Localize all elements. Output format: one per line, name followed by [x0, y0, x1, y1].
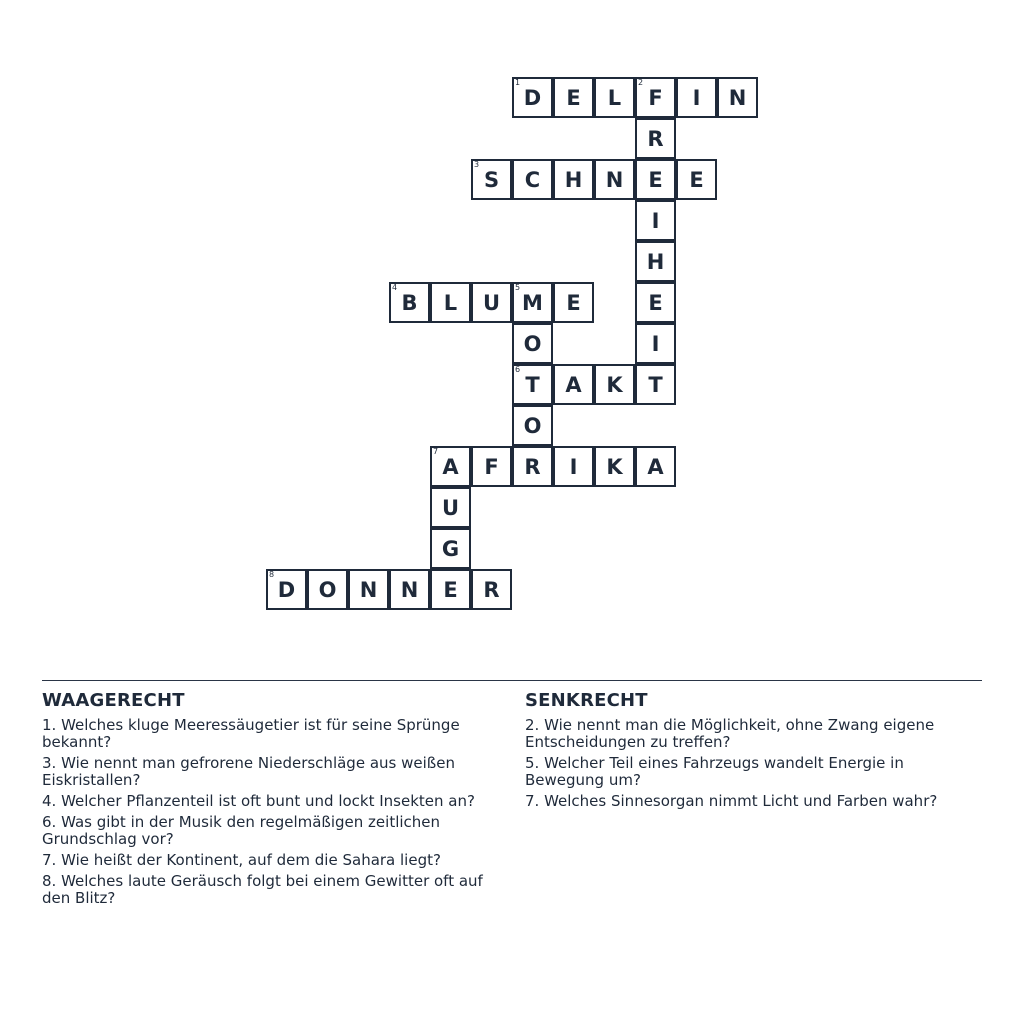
- grid-cell[interactable]: [594, 446, 635, 487]
- grid-cell[interactable]: [471, 159, 512, 200]
- grid-cell[interactable]: [553, 77, 594, 118]
- cell-letter: R: [524, 454, 541, 479]
- grid-cell[interactable]: [635, 118, 676, 159]
- grid-cell[interactable]: [389, 282, 430, 323]
- grid-cell[interactable]: [430, 528, 471, 569]
- cell-letter: A: [565, 372, 582, 397]
- grid-cell[interactable]: [635, 446, 676, 487]
- grid-cell[interactable]: [553, 446, 594, 487]
- grid-cell[interactable]: [430, 487, 471, 528]
- grid-cell[interactable]: [512, 282, 553, 323]
- grid-cell[interactable]: [553, 282, 594, 323]
- down-clue: 7. Welches Sinnesorgan nimmt Licht und Farben wahr?: [525, 792, 938, 810]
- grid-cell[interactable]: [512, 159, 553, 200]
- grid-cell[interactable]: [471, 446, 512, 487]
- cell-letter: K: [606, 372, 623, 397]
- cell-letter: H: [646, 249, 665, 274]
- grid-cell[interactable]: [512, 323, 553, 364]
- cell-letter: E: [689, 167, 704, 192]
- cell-letter: E: [443, 577, 458, 602]
- cell-letter: A: [647, 454, 664, 479]
- clue-number: 3: [474, 160, 480, 169]
- grid-cell[interactable]: [389, 569, 430, 610]
- cell-letter: E: [648, 290, 663, 315]
- clue-number: 5: [515, 283, 521, 292]
- across-clue: 7. Wie heißt der Kontinent, auf dem die Sahara liegt?: [42, 851, 441, 869]
- cell-letter: I: [651, 208, 660, 233]
- cell-letter: S: [483, 167, 500, 192]
- grid-cell[interactable]: [512, 77, 553, 118]
- cell-letter: R: [483, 577, 500, 602]
- cell-letter: N: [605, 167, 624, 192]
- clue-number: 4: [392, 283, 398, 292]
- cell-letter: U: [482, 290, 501, 315]
- across-heading: WAAGERECHT: [42, 690, 185, 711]
- grid-cell[interactable]: [635, 364, 676, 405]
- across-clue: 4. Welcher Pflanzenteil ist oft bunt und lockt Insekten an?: [42, 792, 475, 810]
- grid-cell[interactable]: [512, 405, 553, 446]
- cell-letter: M: [522, 290, 543, 315]
- grid-cell[interactable]: [676, 159, 717, 200]
- grid-cell[interactable]: [717, 77, 758, 118]
- cell-letter: U: [441, 495, 460, 520]
- grid-cell[interactable]: [594, 364, 635, 405]
- cell-letter: L: [443, 290, 458, 315]
- cell-letter: E: [566, 290, 581, 315]
- down-clues-section: [525, 690, 985, 814]
- grid-cell[interactable]: [266, 569, 307, 610]
- grid-cell[interactable]: [635, 323, 676, 364]
- cell-letter: E: [648, 167, 663, 192]
- down-clue: 2. Wie nennt man die Möglichkeit, ohne Zwang eigene Entscheidungen zu treffen?: [525, 716, 935, 751]
- cell-letter: T: [648, 372, 663, 397]
- grid-cell[interactable]: [348, 569, 389, 610]
- cell-letter: O: [318, 577, 337, 602]
- grid-cell[interactable]: [635, 241, 676, 282]
- grid-cell[interactable]: [430, 446, 471, 487]
- grid-cell[interactable]: [430, 569, 471, 610]
- down-heading: SENKRECHT: [525, 690, 648, 711]
- grid-cell[interactable]: [594, 77, 635, 118]
- cell-letter: A: [442, 454, 459, 479]
- cell-letter: N: [728, 85, 747, 110]
- grid-cell[interactable]: [512, 364, 553, 405]
- cell-letter: F: [648, 85, 663, 110]
- grid-cell[interactable]: [430, 282, 471, 323]
- cell-letter: O: [523, 413, 542, 438]
- clue-number: 8: [269, 570, 275, 579]
- cell-letter: F: [484, 454, 499, 479]
- clue-number: 2: [638, 78, 644, 87]
- cell-letter: D: [523, 85, 542, 110]
- grid-cell[interactable]: [512, 446, 553, 487]
- down-clue: 5. Welcher Teil eines Fahrzeugs wandelt Energie in Bewegung um?: [525, 754, 904, 789]
- cell-letter: O: [523, 331, 542, 356]
- cell-letter: I: [692, 85, 701, 110]
- grid-cell[interactable]: [307, 569, 348, 610]
- cell-letter: I: [569, 454, 578, 479]
- cell-letter: N: [400, 577, 419, 602]
- grid-cell[interactable]: [676, 77, 717, 118]
- clue-number: 7: [433, 447, 439, 456]
- cell-letter: H: [564, 167, 583, 192]
- cell-letter: R: [647, 126, 664, 151]
- clue-number: 1: [515, 78, 521, 87]
- grid-cell[interactable]: [553, 364, 594, 405]
- cell-letter: B: [401, 290, 418, 315]
- grid-cell[interactable]: [471, 282, 512, 323]
- cell-letter: T: [525, 372, 540, 397]
- across-clue: 6. Was gibt in der Musik den regelmäßigen zeitlichen Grundschlag vor?: [42, 813, 441, 848]
- cell-letter: G: [441, 536, 460, 561]
- clue-number: 6: [515, 365, 521, 374]
- grid-cell[interactable]: [635, 77, 676, 118]
- cell-letter: L: [607, 85, 622, 110]
- cell-letter: I: [651, 331, 660, 356]
- grid-cell[interactable]: [635, 159, 676, 200]
- grid-cell[interactable]: [594, 159, 635, 200]
- cell-letter: D: [277, 577, 296, 602]
- grid-cell[interactable]: [635, 282, 676, 323]
- divider: [42, 680, 982, 681]
- grid-cell[interactable]: [635, 200, 676, 241]
- cell-letter: K: [606, 454, 623, 479]
- across-clue: 3. Wie nennt man gefrorene Niederschläge aus weißen Eiskristallen?: [42, 754, 455, 789]
- cell-letter: C: [524, 167, 541, 192]
- across-clue: 8. Welches laute Geräusch folgt bei einem Gewitter oft auf den Blitz?: [42, 872, 483, 907]
- across-clue: 1. Welches kluge Meeressäugetier ist für seine Sprünge bekannt?: [42, 716, 460, 751]
- across-clues-section: [42, 690, 502, 911]
- cell-letter: E: [566, 85, 581, 110]
- grid-cell[interactable]: [471, 569, 512, 610]
- cell-letter: N: [359, 577, 378, 602]
- grid-cell[interactable]: [553, 159, 594, 200]
